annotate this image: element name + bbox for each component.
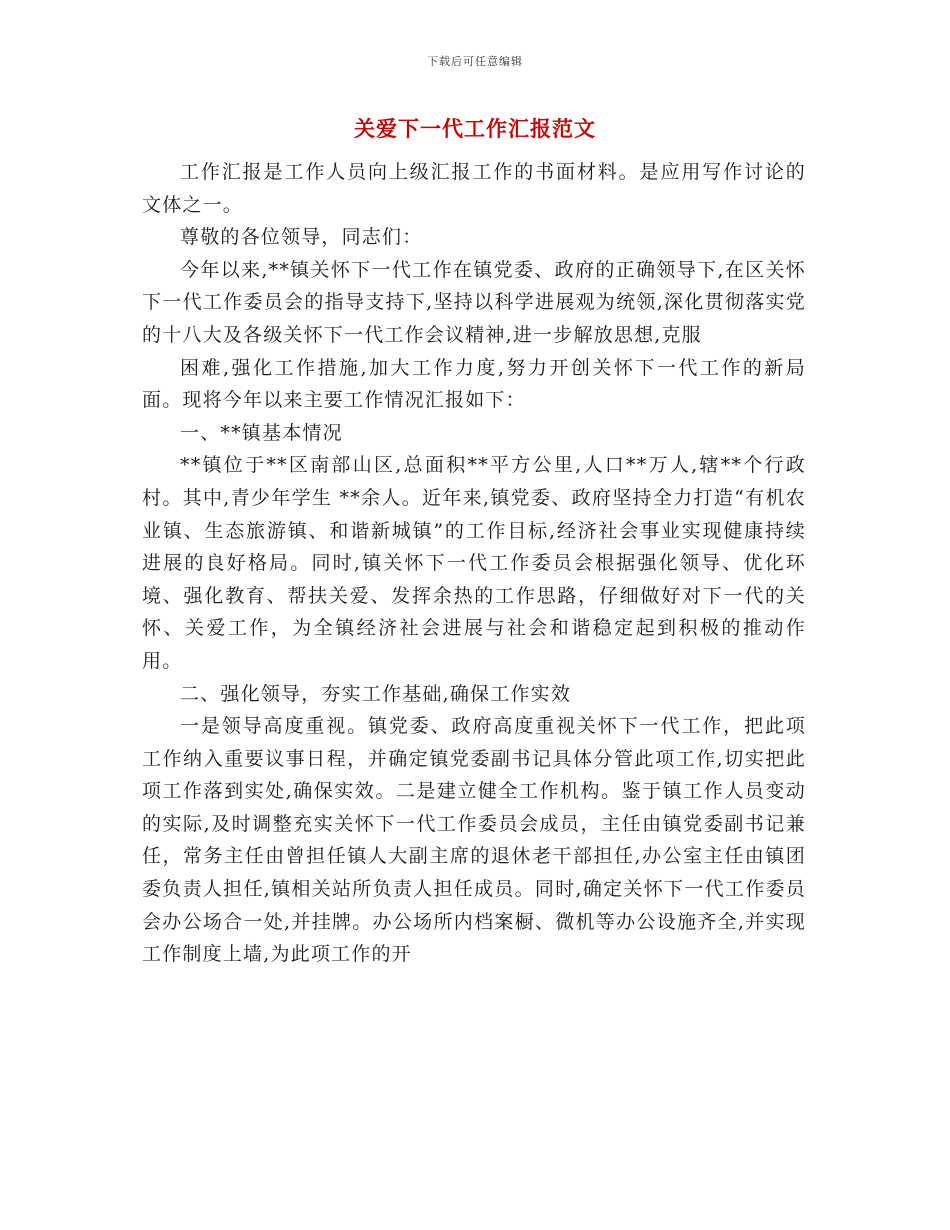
header-note: 下载后可任意编辑 — [427, 55, 523, 68]
paragraph-overview-cont: 困难,强化工作措施,加大工作力度,努力开创关怀下一代工作的新局面。现将今年以来主要工作情况汇报如下： — [142, 356, 806, 412]
paragraph-leadership: 一是领导高度重视。镇党委、政府高度重视关怀下一代工作，把此项工作纳入重要议事日程，并确定镇党委副书记具体分管此项工作,切实把此项工作落到实处,确保实效。二是建立健全工作机构。鉴于镇工作人员变动的实际,及时调整充实关怀下一代工作委员会成员，主任由镇党委副书记兼任，常务主任由曾担任镇人大副主席的退休老干部担任,办公室主任由镇团委负责人担任,镇相关站所负责人担任成员。同时,确定关怀下一代工作委员会办公场合一处,并挂牌。办公场所内档案橱、微机等办公设施齐全,并实现工作制度上墙,为此项工作的开 — [142, 715, 806, 966]
paragraph-salutation: 尊敬的各位领导，同志们： — [180, 226, 423, 249]
paragraph-overview: 今年以来,**镇关怀下一代工作在镇党委、政府的正确领导下,在区关怀下一代工作委员会的指导支持下,坚持以科学进展观为统领,深化贯彻落实党的十八大及各级关怀下一代工作会议精神,进一步解放思想,克服 — [142, 258, 806, 346]
section-heading-1: 一、**镇基本情况 — [180, 421, 343, 444]
document-body — [142, 156, 806, 971]
section-heading-2: 二、强化领导，夯实工作基础,确保工作实效 — [180, 682, 572, 705]
document-title: 关爱下一代工作汇报范文 — [354, 116, 596, 141]
paragraph-intro: 工作汇报是工作人员向上级汇报工作的书面材料。是应用写作讨论的文体之一。 — [142, 161, 806, 216]
paragraph-basic-info: **镇位于**区南部山区,总面积**平方公里,人口**万人,辖**个行政村。其中,青少年学生 **余人。近年来,镇党委、政府坚持全力打造“有机农业镇、生态旅游镇、和谐新城镇”的工作目标,经济社会事业实现健康持续进展的良好格局。同时,镇关怀下一代工作委员会根据强化领导、优化环境、强化教育、帮扶关爱、发挥余热的工作思路，仔细做好对下一代的关怀、关爱工作，为全镇经济社会进展与社会和谐稳定起到积极的推动作用。 — [142, 454, 806, 672]
